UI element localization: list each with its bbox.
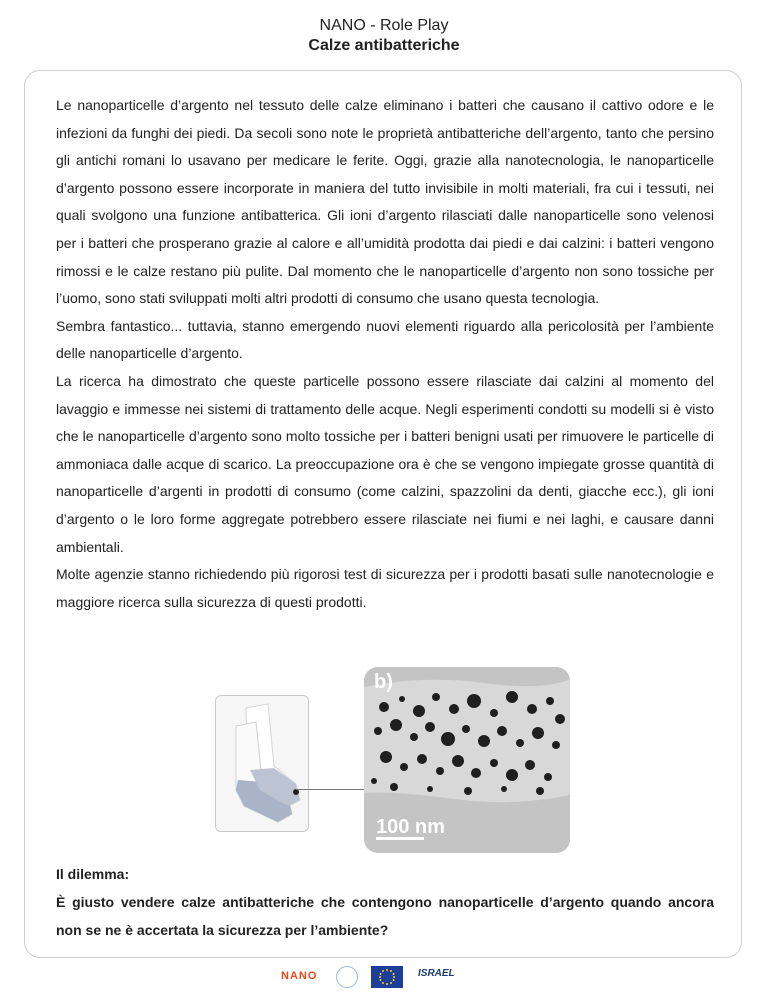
paragraph-1: Le nanoparticelle d’argento nel tessuto delle calze eliminano i batteri che causano il cattivo odore e le infezioni da funghi dei piedi. Da secoli sono note le proprietà antibatteriche dell’argento, tanto che persino gli antichi romani lo usavano per medicare le ferite. Oggi, grazie alla nanotecnologia, le nanoparticelle d’argento possono essere incorporate in maniera del tutto invisibile in molti materiali, fra cui i tessuti, nei quali svolgono una funzione antibatterica. Gli ioni d’argento rilasciati dalle nanoparticelle sono velenosi per i batteri che prosperano grazie al calore e all’umidità prodotta dai piedi e dai calzini: i batteri vengono rimossi e le calze restano più pulite. Dal momento che le nanoparticelle d’argento non sono tossiche per l’uomo, sono stati sviluppati molti altri prodotti di consumo che usano questa tecnologia. xyxy=(56,97,714,307)
dilemma-question: È giusto vendere calze antibatteriche che contengono nanoparticelle d’argento quando ancora non se ne è accertata la sicurezza per l’ambiente? xyxy=(56,894,714,938)
nano-circle-icon xyxy=(336,966,358,988)
israel-logo: ISRAEL xyxy=(418,968,455,979)
paragraph-3: La ricerca ha dimostrato che queste particelle possono essere rilasciate dai calzini al momento del lavaggio e immesse nei sistemi di trattamento delle acque. Negli esperimenti condotti su modelli si è visto che le nanoparticelle d’argento sono molto tossiche per i batteri benigni usati per rimuovere le particelle di ammoniaca dalle acque di scarico. La preoccupazione ora è che se vengono impiegate grosse quantità di nanoparticelle d’argenti in prodotti di consumo (come calzini, spazzolini da denti, giacche ecc.), gli ioni d’argento o le loro forme aggregate potrebbero essere rilasciate nei fiumi e nei laghi, e causare danni ambientali. xyxy=(56,372,714,555)
scale-bar-label: 100 nm xyxy=(376,816,445,838)
tem-micrograph xyxy=(364,667,570,853)
nano-logo: NANO xyxy=(281,970,318,982)
page-header xyxy=(0,16,768,56)
panel-label: b) xyxy=(374,671,393,693)
figure-connector-line xyxy=(296,789,364,790)
page-subtitle: Calze antibatteriche xyxy=(308,37,460,54)
socks-illustration xyxy=(216,696,308,831)
eu-stars-icon xyxy=(371,966,403,988)
dilemma-section xyxy=(56,860,714,944)
socks-image xyxy=(215,695,309,832)
dilemma-heading: Il dilemma: xyxy=(56,866,130,882)
page-title: NANO - Role Play xyxy=(319,17,449,34)
body-text xyxy=(56,92,714,616)
paragraph-4: Molte agenzie stanno richiedendo più rigorosi test di sicurezza per i prodotti basati sulle nanotecnologie e maggiore ricerca sulla sicurezza di questi prodotti. xyxy=(56,566,714,610)
eu-flag-icon xyxy=(371,966,403,988)
paragraph-2: Sembra fantastico... tuttavia, stanno emergendo nuovi elementi riguardo alla pericolosità per l’ambiente delle nanoparticelle d’argento. xyxy=(56,317,714,362)
footer-logos xyxy=(0,964,768,990)
